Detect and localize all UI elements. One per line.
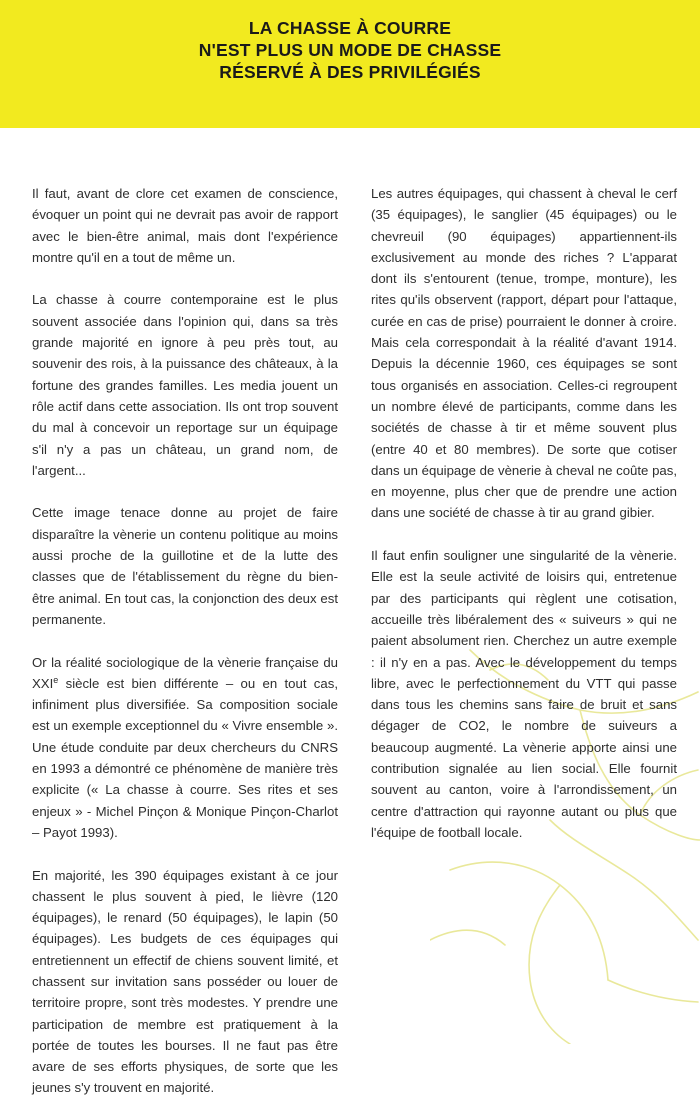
left-column bbox=[32, 183, 338, 1120]
title-line-2: N'EST PLUS UN MODE DE CHASSE bbox=[198, 40, 502, 60]
paragraph: La chasse à courre contemporaine est le plus souvent associée dans l'opinion qui, dans sa très grande majorité en ignore à peu près tout, au souvenir des rois, à la puissance des châteaux, à la fortune des grandes familles. Les media jouent un rôle actif dans cette association. Ils ont trop souvent du mal à concevoir un reportage sur un équipage s'il n'y a pas un château, un grand nom, de l'argent... bbox=[32, 292, 338, 478]
page-title bbox=[0, 17, 700, 83]
title-line-1: LA CHASSE À COURRE bbox=[248, 18, 452, 38]
paragraph-text: Or la réalité sociologique de la vènerie française du XXI bbox=[32, 654, 338, 691]
right-column bbox=[371, 183, 677, 865]
paragraph: Les autres équipages, qui chassent à cheval le cerf (35 équipages), le sanglier (45 équipages) ou le chevreuil (90 équipages) appartiennent-ils exclusivement au monde des riches ? L'apparat dont ils s'entourent (tenue, trompe, monture), les rites qu'ils observent (rapport, départ pour l'attaque, curée en cas de prise) pourraient le donner à croire. Mais cela correspondait à la réalité d'avant 1914. Depuis la décennie 1960, ces équipages se sont tous organisés en association. Celles-ci regroupent un nombre élevé de participants, comme dans les sociétés de chasse à tir et même souvent plus (entre 40 et 80 membres). De sorte que cotiser dans un équipage de vènerie à cheval ne coûte pas, en moyenne, plus cher que de prendre une action dans une société de chasse à tir au grand gibier. bbox=[371, 186, 677, 521]
paragraph: Il faut, avant de clore cet examen de conscience, évoquer un point qui ne devrait pas avoir de rapport avec le bien-être animal, mais dont l'expérience montre qu'il en a tout de même un. bbox=[32, 186, 338, 265]
paragraph: Il faut enfin souligner une singularité de la vènerie. Elle est la seule activité de loisirs qui, entretenue par des participants qui règlent une cotisation, accueille très libéralement des « suiveurs » qui ne paient absolument rien. Cherchez un autre exemple : il n'y en a pas. Avec le développement du temps libre, avec le perfectionnement du VTT qui passe dans tous les chemins sans faire de bruit et sans dégager de CO2, le nombre de suiveurs a beaucoup augmenté. La vènerie apporte ainsi une contribution signalée au lien social. Elle fournit souvent au canton, voire à l'arrondissement, un centre d'attraction qui rayonne autant ou plus que l'équipe de football locale. bbox=[371, 548, 677, 840]
title-line-3: RÉSERVÉ À DES PRIVILÉGIÉS bbox=[219, 62, 481, 82]
paragraph: Cette image tenace donne au projet de faire disparaître la vènerie un contenu politique au moins aussi proche de la guillotine et de la lutte des classes que de l'établissement du règne du bien-être animal. En tout cas, la conjonction des deux est permanente. bbox=[32, 505, 338, 627]
paragraph-text: siècle est bien différente – ou en tout cas, infiniment plus diversifiée. Sa composition sociale est un exemple exceptionnel du « Vivre ensemble ». Une étude conduite par deux chercheurs du CNRS en 1993 a démontré ce phénomène de manière très explicite (« La chasse à courre. Ses rites et ses enjeux » - Michel Pinçon & Monique Pinçon-Charlot – Payot 1993). bbox=[32, 675, 338, 840]
superscript: e bbox=[53, 674, 59, 685]
paragraph bbox=[32, 652, 338, 844]
paragraph: En majorité, les 390 équipages existant à ce jour chassent le plus souvent à pied, le lièvre (120 équipages), le renard (50 équipages), le lapin (50 équipages). Les budgets de ces équipages qui entretiennent un effectif de chiens souvent limité, et chassent sur invitation sans posséder ou louer de territoire propre, sont très modestes. Y prendre une participation de membre est pratiquement à la portée de toutes les bourses. Il ne faut pas être avare de ses efforts physiques, de sorte que les jeunes s'y trouvent en majorité. bbox=[32, 867, 338, 1096]
